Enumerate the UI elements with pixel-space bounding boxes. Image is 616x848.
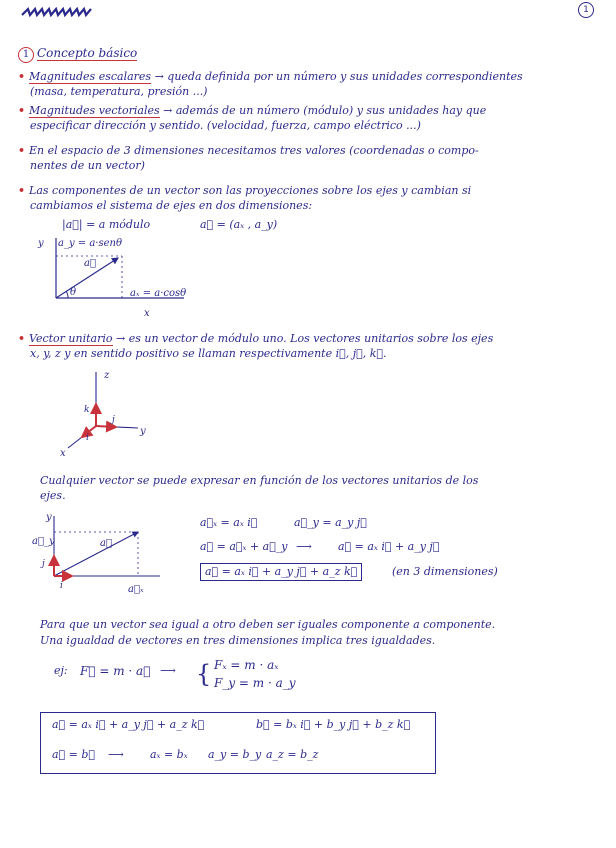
box-cond-y: a_y = b_y bbox=[208, 748, 262, 761]
bullet-icon: • bbox=[18, 70, 26, 83]
vector-term: Magnitudes vectoriales bbox=[29, 104, 160, 117]
decomposition-diagram bbox=[30, 508, 170, 604]
eq-3d-note: (en 3 dimensiones) bbox=[392, 565, 498, 578]
vector-a-label: a⃗ bbox=[84, 258, 96, 269]
ay-label: a_y = a·senθ bbox=[58, 238, 122, 249]
a-label-d3: a⃗ bbox=[100, 538, 112, 549]
section-title: Concepto básico bbox=[37, 46, 138, 60]
paragraph-equality-line2: Una igualdad de vectores en tres dimensiones implica tres igualdades. bbox=[40, 634, 436, 647]
ax-label-d3: a⃗ₓ bbox=[128, 584, 144, 595]
j-label-d3: j bbox=[42, 559, 45, 569]
page-number: 1 bbox=[578, 2, 594, 18]
box-a-definition: a⃗ = aₓ i⃗ + a_y j⃗ + a_z k⃗ bbox=[52, 718, 205, 731]
bullet-icon: • bbox=[18, 104, 26, 117]
paragraph-components-text: Las componentes de un vector son las proyecciones sobre los ejes y cambian si bbox=[29, 184, 472, 197]
i-vector bbox=[82, 426, 96, 437]
theta-label: θ bbox=[70, 287, 77, 298]
unit-vectors-diagram bbox=[56, 368, 166, 458]
i-label-d3: i bbox=[60, 581, 63, 591]
z-axis-label: z bbox=[104, 370, 110, 381]
ax-label: aₓ = a·cosθ bbox=[130, 288, 187, 299]
bullet-icon: • bbox=[18, 184, 26, 197]
example-fy: F_y = m · a_y bbox=[214, 676, 296, 690]
bullet-icon: • bbox=[18, 144, 26, 157]
arrow-icon: ⟶ bbox=[296, 540, 312, 553]
scalar-term: Magnitudes escalares bbox=[29, 70, 152, 83]
eq-sum: a⃗ = a⃗ₓ + a⃗_y bbox=[200, 540, 288, 553]
example-prefix: ej: bbox=[54, 664, 68, 677]
unit-vector-term: Vector unitario bbox=[29, 332, 113, 345]
paragraph-vector-line1 bbox=[18, 104, 486, 118]
paragraph-unit-line2: x, y, z y en sentido positivo se llaman respectivamente i⃗, j⃗, k⃗. bbox=[30, 347, 387, 360]
j-vector bbox=[96, 426, 116, 427]
paragraph-equality-line1: Para que un vector sea igual a otro deben ser iguales componente a componente. bbox=[40, 618, 496, 631]
paragraph-vector-line2: especificar dirección y sentido. (velocidad, fuerza, campo eléctrico ...) bbox=[30, 119, 421, 132]
ay-label-d3: a⃗_y bbox=[32, 536, 55, 547]
brace-icon: { bbox=[196, 660, 212, 688]
box-arrow-icon: ⟶ bbox=[108, 748, 124, 761]
scalar-definition: → queda definida por un número y sus unidades correspondientes bbox=[154, 70, 523, 83]
paragraph-scalar-line1 bbox=[18, 70, 523, 84]
eq-ay-component: a⃗_y = a_y j⃗ bbox=[294, 516, 367, 529]
paragraph-scalar-line2: (masa, temperatura, presión ...) bbox=[30, 85, 208, 98]
box-equality: a⃗ = b⃗ bbox=[52, 748, 96, 761]
paragraph-components-line2: cambiamos el sistema de ejes en dos dimensiones: bbox=[30, 199, 313, 212]
unit-vector-definition: → es un vector de módulo uno. Los vectores unitarios sobre los ejes bbox=[116, 332, 494, 345]
vector-components-formula: a⃗ = (aₓ , a_y) bbox=[200, 218, 278, 231]
example-equation: F⃗ = m · a⃗ bbox=[80, 664, 151, 678]
bullet-icon: • bbox=[18, 332, 26, 345]
eq-ax-component: a⃗ₓ = aₓ i⃗ bbox=[200, 516, 258, 529]
box-cond-z: a_z = b_z bbox=[266, 748, 319, 761]
eq-3d-boxed: a⃗ = aₓ i⃗ + a_y j⃗ + a_z k⃗ bbox=[200, 563, 362, 581]
paragraph-components-line1 bbox=[18, 184, 471, 198]
vector-definition: → además de un número (módulo) y sus unidades hay que bbox=[163, 104, 487, 117]
y-label-3d: y bbox=[140, 426, 146, 437]
y-axis-label: y bbox=[38, 238, 44, 249]
box-cond-x: aₓ = bₓ bbox=[150, 748, 188, 761]
y-axis-label-d3: y bbox=[46, 512, 52, 523]
paragraph-any-vector-line1: Cualquier vector se puede expresar en función de los vectores unitarios de los bbox=[40, 474, 479, 487]
section-heading bbox=[18, 46, 137, 63]
components-diagram bbox=[34, 232, 234, 320]
k-label: k bbox=[84, 405, 90, 415]
paragraph-any-vector-line2: ejes. bbox=[40, 489, 66, 502]
paragraph-3d-text: En el espacio de 3 dimensiones necesitamos tres valores (coordenadas o compo- bbox=[29, 144, 479, 157]
header-scribble bbox=[20, 6, 94, 18]
paragraph-3d-line2: nentes de un vector) bbox=[30, 159, 145, 172]
example-fx: Fₓ = m · aₓ bbox=[214, 658, 279, 672]
x-label-3d: x bbox=[60, 448, 66, 458]
vector-a-d3 bbox=[54, 532, 138, 576]
implies-arrow-icon: ⟶ bbox=[160, 664, 176, 677]
paragraph-3d-line1 bbox=[18, 144, 479, 158]
section-number: 1 bbox=[18, 47, 34, 63]
theta-arc bbox=[66, 291, 68, 298]
paragraph-unit-line1 bbox=[18, 332, 493, 346]
j-label: j bbox=[112, 415, 115, 425]
i-label: i bbox=[86, 433, 89, 443]
box-b-definition: b⃗ = bₓ i⃗ + b_y j⃗ + b_z k⃗ bbox=[256, 718, 411, 731]
eq-unit-form: a⃗ = aₓ i⃗ + a_y j⃗ bbox=[338, 540, 440, 553]
x-axis-label: x bbox=[144, 308, 150, 319]
modulus-formula: |a⃗| = a módulo bbox=[62, 218, 151, 231]
